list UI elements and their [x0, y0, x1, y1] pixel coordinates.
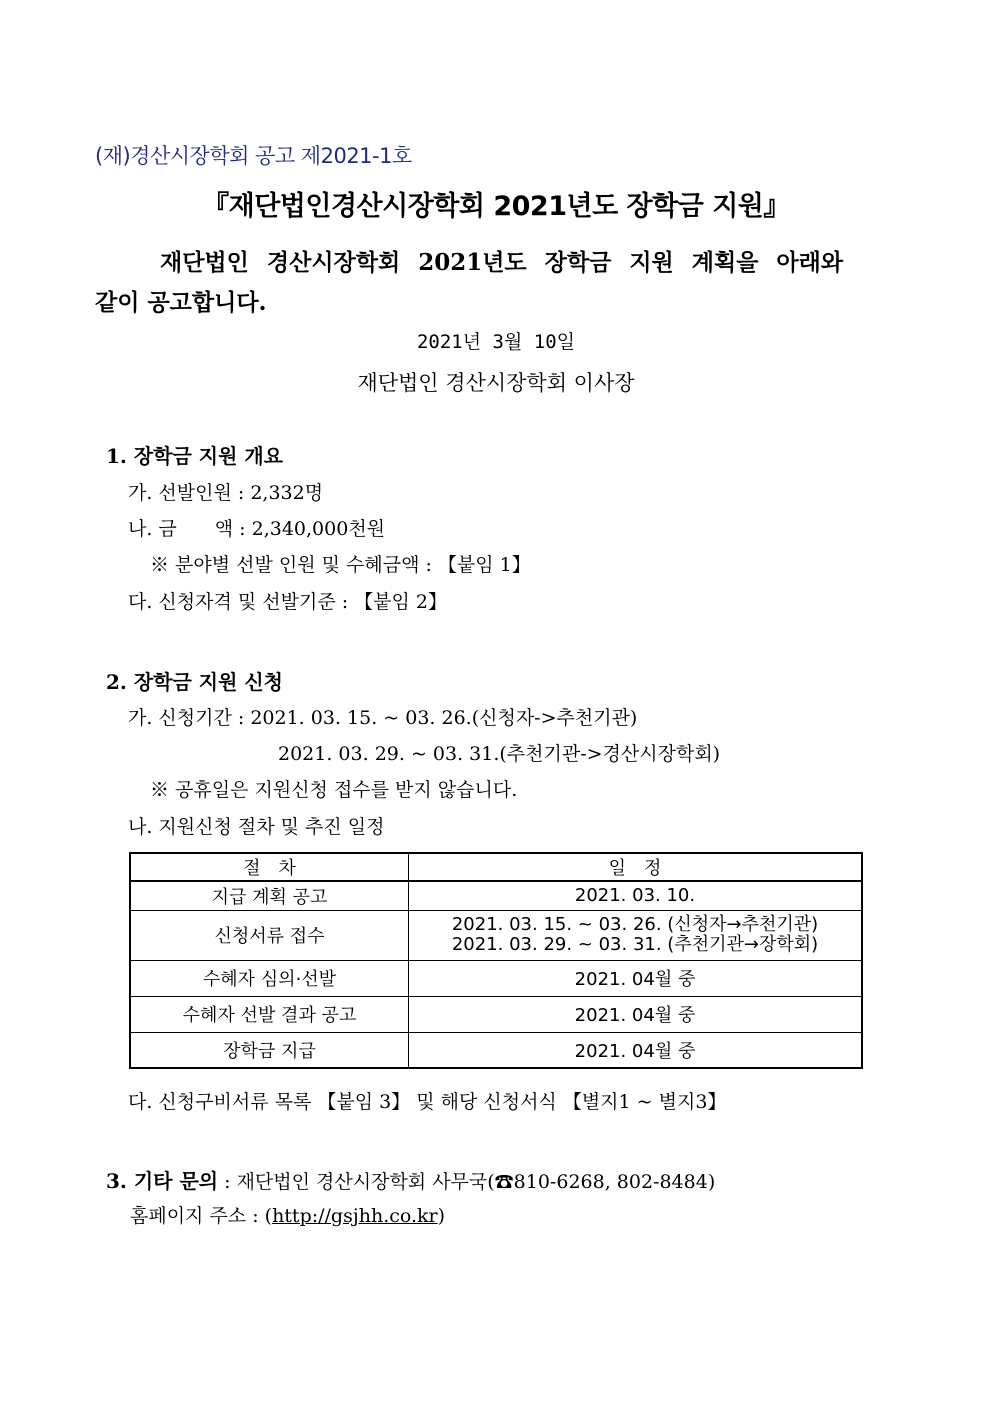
table-row [130, 910, 862, 960]
homepage-label: 홈페이지 주소 : ( [130, 1205, 273, 1227]
table-row [130, 996, 862, 1032]
document-title: 『재단법인경산시장학회 2021년도 장학금 지원』 [202, 191, 790, 222]
schedule-line-2: 2021. 03. 29. ~ 03. 31. (추천기관→장학회) [451, 934, 819, 955]
intro-line-1: 재단법인 경산시장학회 2021년도 장학금 지원 계획을 아래와 [160, 249, 844, 276]
table-row [130, 1032, 862, 1068]
schedule-cell: 2021. 03. 10. [409, 881, 863, 910]
section1-heading: 1. 장학금 지원 개요 [106, 444, 284, 468]
holiday-note: ※ 공휴일은 지원신청 접수를 받지 않습니다. [150, 779, 518, 801]
schedule-cell: 2021. 04월 중 [409, 996, 863, 1032]
issuing-organization: 재단법인 경산시장학회 이사장 [357, 371, 635, 395]
homepage-link[interactable]: http://gsjhh.co.kr [272, 1205, 438, 1227]
notice-date: 2021년 3월 10일 [416, 331, 575, 353]
step-cell: 신청서류 접수 [130, 910, 409, 960]
selection-count: 가. 선발인원 : 2,332명 [128, 482, 324, 504]
application-period-1: 가. 신청기간 : 2021. 03. 15. ~ 03. 26.(신청자->추천기관) [128, 707, 638, 729]
required-documents: 다. 신청구비서류 목록 【붙임 3】 및 해당 신청서식 【별지1 ~ 별지3】 [128, 1091, 727, 1113]
schedule-line-1: 2021. 03. 15. ~ 03. 26. (신청자→추천기관) [451, 914, 819, 935]
step-cell: 수혜자 심의·선발 [130, 960, 409, 996]
schedule-table [129, 852, 863, 1069]
total-amount: 나. 금 액 : 2,340,000천원 [128, 518, 386, 540]
section2-heading: 2. 장학금 지원 신청 [106, 670, 284, 694]
schedule-cell [409, 910, 863, 960]
attachment1-note: ※ 분야별 선발 인원 및 수혜금액 : 【붙임 1】 [150, 554, 531, 576]
step-cell: 장학금 지급 [130, 1032, 409, 1068]
notice-number: (재)경산시장학회 공고 제2021-1호 [95, 144, 412, 168]
homepage-close: ) [437, 1205, 446, 1227]
header-schedule: 일 정 [409, 853, 863, 881]
table-row [130, 881, 862, 910]
table-header-row [130, 853, 862, 881]
application-period-2: 2021. 03. 29. ~ 03. 31.(추천기관->경산시장학회) [278, 743, 721, 765]
step-cell: 지급 계획 공고 [130, 881, 409, 910]
section3-line [106, 1165, 715, 1194]
intro-line-2: 같이 공고합니다. [95, 289, 267, 316]
table-row [130, 960, 862, 996]
eligibility-criteria: 다. 신청자격 및 선발기준 : 【붙임 2】 [128, 591, 448, 613]
schedule-cell: 2021. 04월 중 [409, 1032, 863, 1068]
header-step: 절 차 [130, 853, 409, 881]
procedure-heading: 나. 지원신청 절차 및 추진 일정 [128, 816, 385, 838]
step-cell: 수혜자 선발 결과 공고 [130, 996, 409, 1032]
schedule-cell: 2021. 04월 중 [409, 960, 863, 996]
section3-heading: 3. 기타 문의 [106, 1169, 219, 1193]
contact-info: : 재단법인 경산시장학회 사무국(☎810-6268, 802-8484) [218, 1171, 716, 1193]
homepage-line [130, 1201, 445, 1228]
